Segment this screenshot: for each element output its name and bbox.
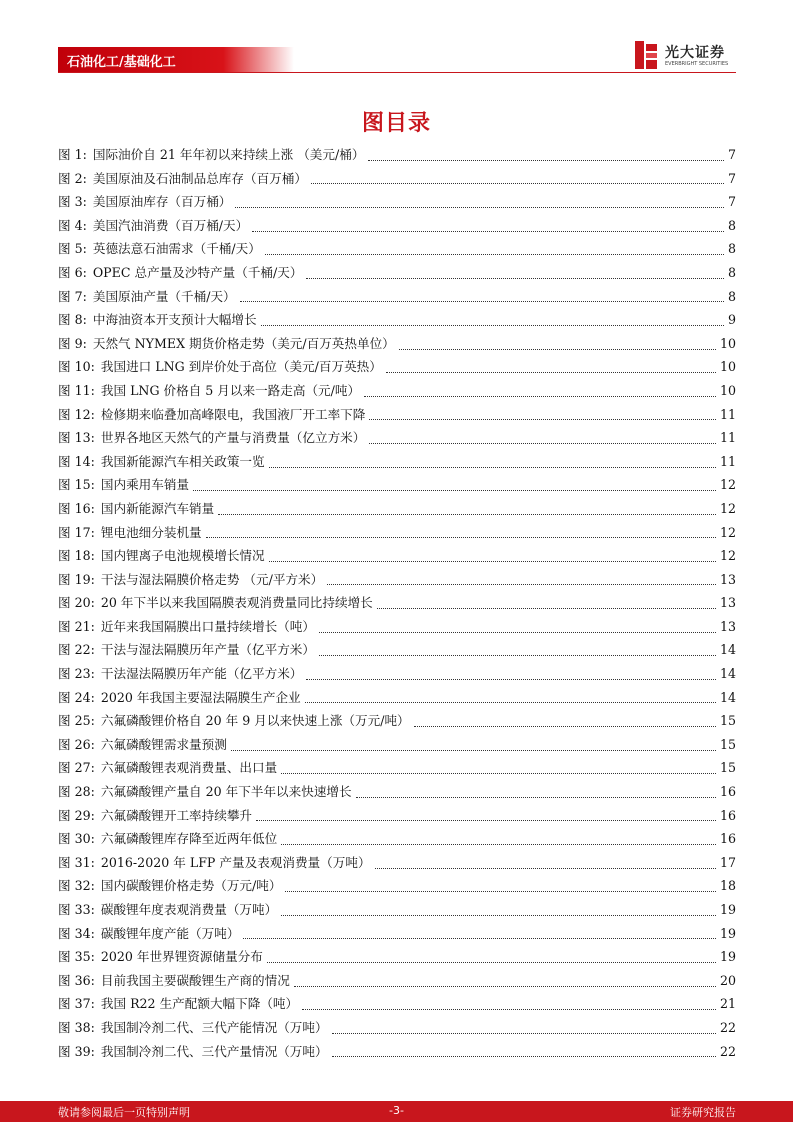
figure-page-number: 12 <box>719 524 736 540</box>
figure-title: 干法与湿法隔膜历年产量（亿平方米） <box>100 642 315 658</box>
figure-page-number: 16 <box>719 807 736 823</box>
dot-leader <box>306 678 716 680</box>
figure-label: 图 1: <box>58 147 87 162</box>
figure-title: 六氟磷酸锂价格自 20 年 9 月以来快速上涨（万元/吨） <box>100 713 410 729</box>
brand-name-cn: 光大证券 <box>665 45 725 61</box>
figure-label: 图 30: <box>58 831 95 847</box>
dot-leader <box>252 230 724 232</box>
figure-title: 美国原油及石油制品总库存（百万桶） <box>92 170 307 186</box>
toc-entry[interactable] <box>58 190 736 214</box>
figure-title: 中海油资本开支预计大幅增长 <box>92 312 257 328</box>
toc-entry[interactable] <box>58 426 736 450</box>
toc-entry[interactable] <box>58 167 736 191</box>
figure-label: 图 36: <box>58 972 95 988</box>
figure-label: 图 19: <box>58 571 95 587</box>
figure-title: 2020 年我国主要湿法隔膜生产企业 <box>100 689 301 705</box>
toc-entry[interactable] <box>58 332 736 356</box>
dot-leader <box>256 819 716 821</box>
figure-page-number: 20 <box>719 972 736 988</box>
figure-label: 图 28: <box>58 784 95 800</box>
figure-title: OPEC 总产量及沙特产量（千桶/天） <box>92 264 303 280</box>
toc-entry[interactable] <box>58 261 736 285</box>
dot-leader <box>267 961 716 963</box>
figure-page-number: 10 <box>719 382 736 398</box>
dot-leader <box>377 607 716 609</box>
dot-leader <box>319 654 716 656</box>
figure-title: 美国汽油消费（百万桶/天） <box>92 217 249 233</box>
figure-label: 图 2: <box>58 170 87 186</box>
figure-page-number: 16 <box>719 831 736 847</box>
dot-leader <box>364 395 716 397</box>
brand-name-en: EVERBRIGHT SECURITIES <box>665 61 729 67</box>
header-divider <box>58 72 736 73</box>
figure-label: 图 5: <box>58 241 87 257</box>
toc-entry[interactable] <box>58 403 736 427</box>
dot-leader <box>281 914 716 916</box>
toc-entry[interactable] <box>58 756 736 780</box>
figure-label: 图 26: <box>58 736 95 752</box>
dot-leader <box>281 772 716 774</box>
figure-label: 图 24: <box>58 689 95 705</box>
footer-disclaimer: 敬请参阅最后一页特别声明 <box>58 1106 190 1119</box>
figure-page-number: 16 <box>719 784 736 800</box>
figure-title: 锂电池细分装机量 <box>100 524 202 540</box>
brand-logo <box>634 40 738 70</box>
figure-page-number: 18 <box>719 878 736 894</box>
everbright-logo-icon <box>634 40 658 70</box>
toc-entry[interactable] <box>58 143 736 167</box>
dot-leader <box>368 159 724 161</box>
figure-label: 图 37: <box>58 996 95 1012</box>
dot-leader <box>235 206 724 208</box>
toc-entry[interactable] <box>58 969 736 993</box>
toc-entry[interactable] <box>58 1040 736 1064</box>
figure-label: 图 6: <box>58 264 87 280</box>
figure-page-number: 19 <box>719 949 736 965</box>
dot-leader <box>218 513 716 515</box>
dot-leader <box>311 182 724 184</box>
figure-label: 图 25: <box>58 713 95 729</box>
dot-leader <box>281 843 716 845</box>
figure-label: 图 3: <box>58 194 87 210</box>
footer-report-type: 证券研究报告 <box>670 1106 736 1119</box>
toc-entry[interactable] <box>58 686 736 710</box>
figure-page-number: 15 <box>719 736 736 752</box>
figure-title: 2020 年世界锂资源储量分布 <box>100 949 263 965</box>
toc-entry[interactable] <box>58 1016 736 1040</box>
toc-entry[interactable] <box>58 355 736 379</box>
figure-page-number: 10 <box>719 359 736 375</box>
dot-leader <box>319 631 716 633</box>
figure-label: 图 35: <box>58 949 95 965</box>
figure-label: 图 14: <box>58 453 95 469</box>
figure-title: 干法与湿法隔膜价格走势 （元/平方米） <box>100 571 324 587</box>
figure-title: 六氟磷酸锂开工率持续攀升 <box>100 807 252 823</box>
figure-title: 世界各地区天然气的产量与消费量（亿立方米） <box>100 430 366 446</box>
dot-leader <box>302 1008 716 1010</box>
dot-leader <box>332 1032 716 1034</box>
dot-leader <box>369 418 716 420</box>
category-label: 石油化工/基础化工 <box>67 55 176 70</box>
figure-label: 图 27: <box>58 760 95 776</box>
figure-title: 碳酸锂年度表观消费量（万吨） <box>100 902 278 917</box>
figure-page-number: 14 <box>719 666 736 682</box>
figure-page-number: 13 <box>719 618 736 634</box>
figure-title: 干法湿法隔膜历年产能（亿平方米） <box>100 666 303 682</box>
page-title: 图目录 <box>361 111 431 136</box>
dot-leader <box>375 867 716 869</box>
figure-label: 图 12: <box>58 406 95 422</box>
figure-label: 图 13: <box>58 430 95 446</box>
dot-leader <box>231 749 716 751</box>
toc-entry[interactable] <box>58 568 736 592</box>
dot-leader <box>332 1055 716 1057</box>
dot-leader <box>240 300 724 302</box>
dot-leader <box>269 560 716 562</box>
figure-page-number: 7 <box>727 194 736 210</box>
figure-label: 图 21: <box>58 618 95 634</box>
toc-entry[interactable] <box>58 827 736 851</box>
figure-page-number: 8 <box>727 217 736 233</box>
figure-title: 我国 LNG 价格自 5 月以来一路走高（元/吨） <box>100 382 361 398</box>
toc-entry[interactable] <box>58 780 736 804</box>
figure-label: 图 23: <box>58 666 95 682</box>
figure-page-number: 17 <box>719 854 736 870</box>
toc-entry[interactable] <box>58 237 736 261</box>
figure-page-number: 14 <box>719 689 736 705</box>
dot-leader <box>261 324 724 326</box>
figure-label: 图 10: <box>58 359 95 375</box>
figure-label: 图 17: <box>58 524 95 540</box>
figure-page-number: 8 <box>727 241 736 257</box>
toc-entry[interactable] <box>58 497 736 521</box>
figure-title: 目前我国主要碳酸锂生产商的情况 <box>100 972 290 988</box>
toc-entry[interactable] <box>58 804 736 828</box>
dot-leader <box>305 701 716 703</box>
figure-title: 我国新能源汽车相关政策一览 <box>100 453 265 469</box>
figure-title: 国内锂离子电池规模增长情况 <box>100 548 265 564</box>
figure-page-number: 11 <box>719 406 736 422</box>
figure-label: 图 29: <box>58 807 95 823</box>
figure-title: 英德法意石油需求（千桶/天） <box>92 241 261 257</box>
toc-entry[interactable] <box>58 379 736 403</box>
figure-title: 天然气 NYMEX 期货价格走势（美元/百万英热单位） <box>92 335 395 351</box>
figure-page-number: 21 <box>719 996 736 1012</box>
figure-title: 我国制冷剂二代、三代产量情况（万吨） <box>100 1043 328 1059</box>
toc-entry[interactable] <box>58 662 736 686</box>
figure-page-number: 22 <box>719 1043 736 1059</box>
figure-label: 图 33: <box>58 902 95 917</box>
category-tag <box>58 47 294 73</box>
dot-leader <box>269 466 716 468</box>
figure-page-number: 10 <box>719 335 736 351</box>
figure-label: 图 39: <box>58 1043 95 1059</box>
figure-label: 图 32: <box>58 878 95 894</box>
figure-page-number: 12 <box>719 548 736 564</box>
toc-entry[interactable] <box>58 615 736 639</box>
figure-label: 图 34: <box>58 925 95 941</box>
figure-page-number: 12 <box>719 500 736 516</box>
figure-page-number: 12 <box>719 477 736 493</box>
figure-title: 碳酸锂年度产能（万吨） <box>100 925 240 941</box>
figure-title: 六氟磷酸锂产量自 20 年下半年以来快速增长 <box>100 784 352 800</box>
figure-page-number: 8 <box>727 288 736 304</box>
figure-label: 图 31: <box>58 854 95 870</box>
dot-leader <box>193 489 716 491</box>
figure-label: 图 11: <box>58 382 95 398</box>
figure-label: 图 7: <box>58 288 87 304</box>
toc-entry[interactable] <box>58 945 736 969</box>
page-number: -3- <box>389 1104 404 1117</box>
figure-label: 图 20: <box>58 595 95 611</box>
dot-leader <box>327 583 716 585</box>
dot-leader <box>414 725 716 727</box>
toc-entry[interactable] <box>58 450 736 474</box>
figure-page-number: 19 <box>719 902 736 917</box>
toc-entry[interactable] <box>58 473 736 497</box>
dot-leader <box>206 536 716 538</box>
dot-leader <box>243 937 716 939</box>
toc-entry[interactable] <box>58 521 736 545</box>
figure-page-number: 22 <box>719 1019 736 1035</box>
figure-title: 我国进口 LNG 到岸价处于高位（美元/百万英热） <box>100 359 382 375</box>
figure-label: 图 38: <box>58 1019 95 1035</box>
figure-title: 国内碳酸锂价格走势（万元/吨） <box>100 878 282 894</box>
figure-label: 图 9: <box>58 335 87 351</box>
dot-leader <box>386 371 716 373</box>
toc-entry[interactable] <box>58 898 736 922</box>
figure-list <box>58 143 736 1063</box>
figure-title: 六氟磷酸锂库存降至近两年低位 <box>100 831 278 847</box>
footer-bar <box>0 1101 793 1122</box>
dot-leader <box>399 348 716 350</box>
figure-title: 国内新能源汽车销量 <box>100 500 215 516</box>
dot-leader <box>356 796 716 798</box>
dot-leader <box>369 442 716 444</box>
toc-entry[interactable] <box>58 214 736 238</box>
figure-page-number: 13 <box>719 595 736 611</box>
toc-entry[interactable] <box>58 285 736 309</box>
figure-page-number: 14 <box>719 642 736 658</box>
toc-entry[interactable] <box>58 874 736 898</box>
figure-page-number: 15 <box>719 713 736 729</box>
figure-page-number: 7 <box>727 170 736 186</box>
figure-page-number: 11 <box>719 430 736 446</box>
figure-title: 我国 R22 生产配额大幅下降（吨） <box>100 996 299 1012</box>
figure-title: 我国制冷剂二代、三代产能情况（万吨） <box>100 1019 328 1035</box>
toc-entry[interactable] <box>58 922 736 946</box>
figure-page-number: 9 <box>727 312 736 328</box>
figure-title: 六氟磷酸锂表观消费量、出口量 <box>100 760 278 776</box>
figure-page-number: 8 <box>727 264 736 280</box>
figure-label: 图 18: <box>58 548 95 564</box>
figure-label: 图 15: <box>58 477 95 493</box>
figure-label: 图 22: <box>58 642 95 658</box>
dot-leader <box>265 253 724 255</box>
toc-entry[interactable] <box>58 638 736 662</box>
dot-leader <box>294 985 716 987</box>
figure-page-number: 7 <box>727 147 736 162</box>
figure-title: 检修期来临叠加高峰限电，我国液厂开工率下降 <box>100 406 366 422</box>
figure-label: 图 16: <box>58 500 95 516</box>
figure-page-number: 19 <box>719 925 736 941</box>
figure-title: 美国原油库存（百万桶） <box>92 194 232 210</box>
toc-entry[interactable] <box>58 992 736 1016</box>
toc-entry[interactable] <box>58 851 736 875</box>
figure-label: 图 4: <box>58 217 87 233</box>
figure-page-number: 11 <box>719 453 736 469</box>
figure-page-number: 15 <box>719 760 736 776</box>
figure-page-number: 13 <box>719 571 736 587</box>
figure-title: 2016-2020 年 LFP 产量及表观消费量（万吨） <box>100 854 371 870</box>
toc-entry[interactable] <box>58 591 736 615</box>
toc-entry[interactable] <box>58 709 736 733</box>
figure-label: 图 8: <box>58 312 87 328</box>
figure-title: 国内乘用车销量 <box>100 477 190 493</box>
figure-title: 六氟磷酸锂需求量预测 <box>100 736 227 752</box>
toc-entry[interactable] <box>58 544 736 568</box>
figure-title: 近年来我国隔膜出口量持续增长（吨） <box>100 618 315 634</box>
toc-entry[interactable] <box>58 308 736 332</box>
figure-title: 美国原油产量（千桶/天） <box>92 288 236 304</box>
figure-title: 国际油价自 21 年年初以来持续上涨 （美元/桶） <box>92 147 365 162</box>
dot-leader <box>285 890 716 892</box>
toc-entry[interactable] <box>58 733 736 757</box>
dot-leader <box>306 277 724 279</box>
figure-title: 20 年下半以来我国隔膜表观消费量同比持续增长 <box>100 595 373 611</box>
